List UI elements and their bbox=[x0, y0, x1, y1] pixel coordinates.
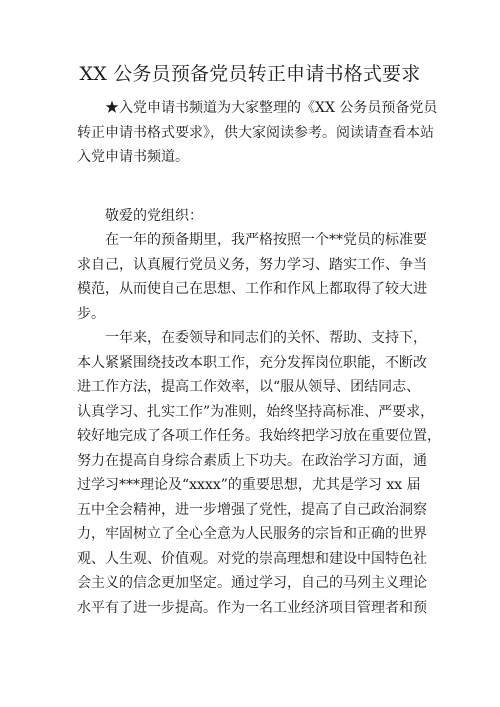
intro-line: 入党申请书频道。 bbox=[77, 149, 189, 165]
intro-line: ★入党申请书频道为大家整理的《XX 公务员预备党员 bbox=[105, 100, 438, 116]
document-body bbox=[77, 96, 441, 620]
paragraph1-line: 求自己，认真履行党员义务，努力学习、踏实工作、争当 bbox=[77, 256, 427, 273]
paragraph1-line: 步。 bbox=[77, 305, 105, 322]
document-title: XX 公务员预备党员转正申请书格式要求 bbox=[79, 63, 421, 85]
paragraph2-line: 过学习***理论及“xxxx”的重要思想，尤其是学习 xx 届 bbox=[77, 477, 421, 493]
paragraph2-line: 认真学习、扎实工作”为准则，始终坚持高标准、严要求， bbox=[77, 403, 435, 420]
intro-line: 转正申请书格式要求》，供大家阅读参考。阅读请查看本站 bbox=[77, 124, 434, 141]
paragraph2-line: 会主义的信念更加坚定。通过学习，自己的马列主义理论 bbox=[77, 575, 427, 591]
paragraph1-line: 模范，从而使自己在思想、工作和作风上都取得了较大进 bbox=[77, 281, 427, 297]
paragraph2-line: 一年来，在委领导和同志们的关怀、帮助、支持下， bbox=[105, 330, 427, 346]
paragraph2-line: 观、人生观、价值观。对党的崇高理想和建设中国特色社 bbox=[77, 550, 427, 567]
paragraph2-line: 水平有了进一步提高。作为一名工业经济项目管理者和预 bbox=[77, 599, 427, 616]
paragraph1-line: 在一年的预备期里，我严格按照一个**党员的标准要 bbox=[105, 232, 427, 248]
salutation: 敬爱的党组织： bbox=[105, 207, 203, 224]
paragraph2-line: 较好地完成了各项工作任务。我始终把学习放在重要位置， bbox=[77, 428, 441, 444]
paragraph-gap bbox=[77, 170, 425, 204]
paragraph2-line: 本人紧紧围绕技改本职工作，充分发挥岗位职能，不断改 bbox=[77, 354, 427, 371]
paragraph2-line: 力，牢固树立了全心全意为人民服务的宗旨和正确的世界 bbox=[77, 526, 427, 542]
paragraph2-line: 努力在提高自身综合素质上下功夫。在政治学习方面，通 bbox=[77, 452, 427, 469]
paragraph2-line: 进工作方法，提高工作效率，以“服从领导、团结同志、 bbox=[77, 379, 421, 395]
paragraph2-line: 五中全会精神，进一步增强了党性，提高了自己政治洞察 bbox=[77, 501, 427, 518]
